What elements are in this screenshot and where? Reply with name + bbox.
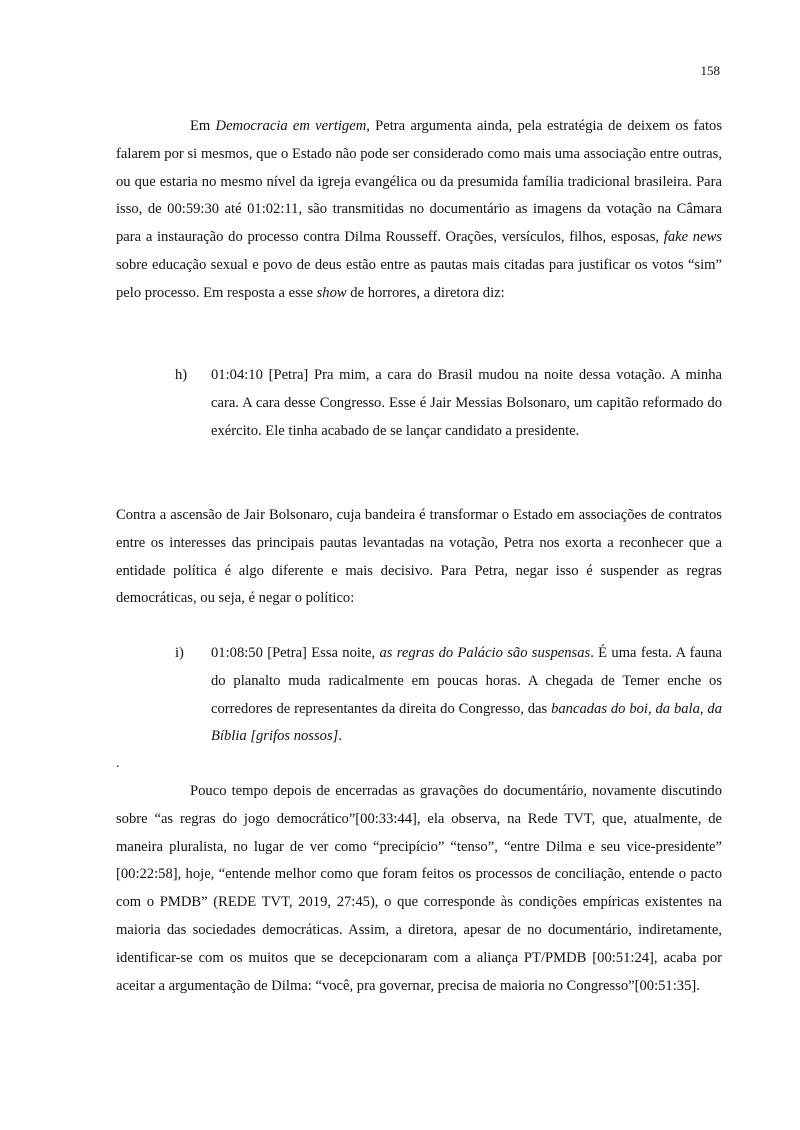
qi-text-1: 01:08:50 [Petra] Essa noite,	[211, 645, 380, 661]
separator-dot: .	[116, 756, 120, 771]
paragraph-bolsonaro: Contra a ascensão de Jair Bolsonaro, cuja bandeira é transformar o Estado em associações de contratos entre os interesses das principais pautas levantadas na votação, Petra nos exorta a reconhecer que a entidade política é algo diferente e mais decisivo. Para Petra, negar isso é suspender as regras democráticas, ou seja, é negar o político:	[116, 507, 722, 607]
page-number: 158	[700, 63, 720, 78]
p1-text-4: de horrores, a diretora diz:	[346, 284, 505, 301]
paragraph-democracia	[116, 113, 722, 308]
quote-h	[175, 362, 722, 439]
qi-text-3: .	[338, 728, 342, 745]
qi-text-2: . É uma festa. A fauna do planalto muda radicalmente em poucas horas. A chegada de Temer enche os corredores de representantes da direita do Congresso, das	[211, 645, 722, 717]
paragraph-pouco-tempo: Pouco tempo depois de encerradas as gravações do documentário, novamente discutindo sobre “as regras do jogo democrático”[00:33:44], ela observa, na Rede TVT, que, atualmente, de maneira pluralista, no lugar de ver como “precipício” “tenso”, “entre Dilma e seu vice-presidente” [00:22:58], hoje, “entende melhor como que foram feitos os processos de conciliação, entende o pacto com o PMDB” (REDE TVT, 2019, 27:45), o que corresponde às condições empíricas existentes na maioria das sociedades democráticas. Assim, a diretora, apesar de no documentário, indiretamente, identificar-se com os muitos que se decepcionaram com a aliança PT/PMDB [00:51:24], acaba por aceitar a argumentação de Dilma: “você, pra governar, precisa de maioria no Congresso”[00:51:35].	[116, 783, 722, 994]
p1-text-1: Em	[190, 118, 216, 134]
quote-i	[175, 640, 722, 745]
quote-i-text	[211, 640, 722, 751]
p1-text-3: sobre educação sexual e povo de deus estão entre as pautas mais citadas para justificar os votos “sim” pelo processo. Em resposta a esse	[116, 256, 722, 301]
p1-film-title: Democracia em vertigem	[215, 118, 367, 134]
p1-show: show	[316, 284, 347, 301]
quote-h-marker: h)	[175, 367, 188, 383]
p1-text-2: , Petra argumenta ainda, pela estratégia de deixem os fatos falarem por si mesmos, que o Estado não pode ser considerado como mais uma associação entre outras, ou que estaria no mesmo nível da igreja evangélica ou da presumida família tradicional brasileira. Para isso, de 00:59:30 até 01:02:11, são transmitidas no documentário as imagens da votação na Câmara para a instauração do processo contra Dilma Rousseff. Orações, versículos, filhos, esposas,	[116, 118, 722, 246]
quote-h-text: 01:04:10 [Petra] Pra mim, a cara do Brasil mudou na noite dessa votação. A minha cara. A cara desse Congresso. Esse é Jair Messias Bolsonaro, um capitão reformado do exército. Ele tinha acabado de se lançar candidato a presidente.	[211, 367, 722, 439]
qi-italic-1: as regras do Palácio são suspensas	[379, 645, 591, 661]
qi-italic-2: bancadas do boi, da bala, da Bíblia [grifos nossos]	[211, 700, 722, 745]
p1-fake-news: fake news	[663, 229, 722, 246]
quote-i-marker: i)	[175, 645, 184, 661]
